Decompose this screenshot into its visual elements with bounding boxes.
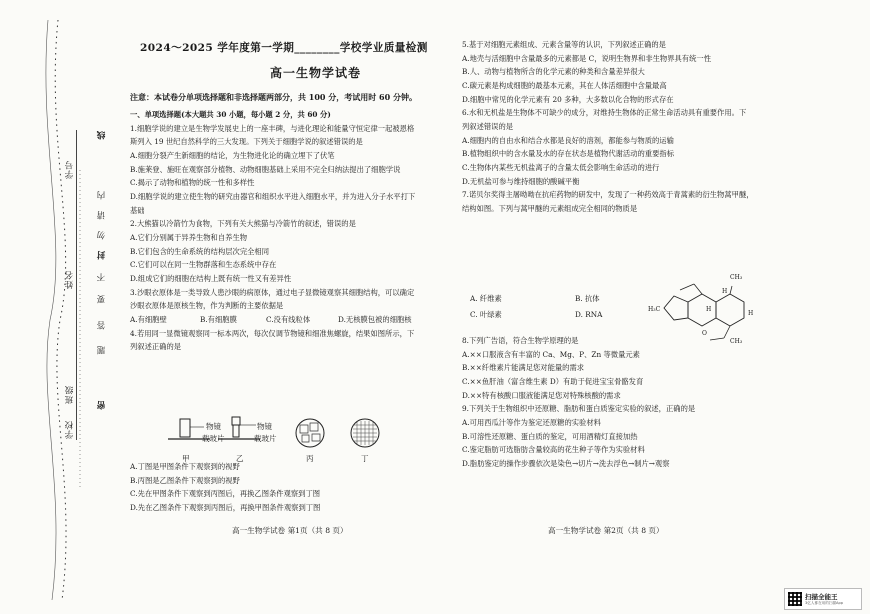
option: C.碳元素是构成细胞的最基本元素，其在人体活细胞中含量最高 (462, 80, 667, 90)
option: 基础 (130, 205, 145, 215)
seal-mark: 内 (97, 190, 107, 200)
option: D.细胞中常见的化学元素有 20 多种，大多数以化合物的形式存在 (462, 94, 674, 104)
objective-label: 物镜 (206, 422, 221, 431)
page1-questions (130, 110, 415, 356)
exam-title: 2024～2025 学年度第一学期________学校学业质量检测 (140, 42, 428, 54)
option: D.脂肪鉴定的操作步骤依次是染色→切片→洗去浮色→制片→观察 (462, 458, 670, 468)
option: D.先在乙图条件下观察到丙图后，再换甲图条件观察到丁图 (130, 502, 321, 512)
question-text: 5.基于对细胞元素组成、元素含量等的认识，下列叙述正确的是 (462, 40, 666, 49)
option: B.施莱登、施旺在观察部分植物、动物细胞基础上采用不完全归纳法提出了细胞学说 (130, 164, 401, 174)
scanner-app-tagline: 3亿人都在用的扫描App (805, 601, 844, 605)
figure-label-c: 丙 (306, 454, 314, 463)
option: D.××特有核酸口服液能满足您对特殊核酸的需求 (462, 390, 621, 400)
o-label: O (702, 330, 707, 337)
page1-footer: 高一生物学试卷 第1页（共 8 页） (232, 526, 348, 535)
option: D. RNA (575, 310, 603, 320)
option: C. 叶绿素 (470, 310, 502, 320)
seal-mark: 要 (97, 294, 107, 304)
student-number-label: 学号 (65, 160, 75, 179)
question-text: 9.下列关于生物组织中还原糖、脂肪和蛋白质鉴定实验的叙述，正确的是 (462, 404, 696, 414)
seal-mark: 不 (97, 272, 107, 282)
scanner-app-name: 扫描全能王 (805, 593, 838, 601)
figure-label-d: 丁 (361, 454, 369, 463)
school-label: 学校 (65, 420, 75, 439)
option: D.细胞学说的建立使生物的研究由器官和组织水平进入细胞水平，并为进入分子水平打下 (130, 191, 416, 201)
option: C.先在甲图条件下观察到丙图后，再换乙图条件观察到丁图 (130, 489, 321, 499)
option: A. 纤维素 (470, 294, 502, 303)
seal-mark: 封 (97, 250, 107, 260)
question-text: 列叙述正确的是 (130, 342, 182, 352)
seal-mark: 答 (97, 320, 107, 330)
seal-mark: 密 (97, 400, 107, 410)
qr-code-icon (788, 592, 802, 606)
scanner-watermark (784, 588, 862, 610)
option: C.××鱼肝油（富含维生素 D）有助于促进宝宝骨骼发育 (462, 376, 644, 386)
name-label: 姓名 (65, 270, 75, 289)
option-row (130, 315, 415, 325)
section-heading: 一、单项选择题(本大题共 30 小题，每小题 2 分，共 60 分) (130, 110, 331, 119)
q7-options (470, 294, 602, 324)
option: C.揭示了动物和植物的统一性和多样性 (130, 178, 255, 188)
option: A.××口服液含有丰富的 Ca、Mg、P、Zn 等微量元素 (462, 349, 640, 359)
slide-label: 载玻片 (254, 434, 277, 443)
page2-footer: 高一生物学试卷 第2页（共 8 页） (548, 526, 664, 535)
objective-label: 物镜 (257, 422, 272, 431)
option: A.地壳与活细胞中含量最多的元素都是 C，说明生物界和非生物界具有统一性 (462, 53, 711, 63)
option: C.它们可以在同一生物群落和生态系统中存在 (130, 260, 277, 270)
option: B.可溶性还原糖、蛋白质的鉴定，可用酒精灯直接加热 (462, 431, 638, 441)
h-label: H (722, 288, 728, 295)
question-text: 斯列入 19 世纪自然科学的三大发现。下列关于细胞学说的叙述错误的是 (130, 137, 363, 147)
question-text: 结构如图。下列与蒿甲醚的元素组成完全相同的物质是 (462, 203, 638, 213)
seal-mark: 线 (97, 130, 107, 140)
question-text: 沙眼衣原体是原核生物，作为判断的主要依据是 (130, 301, 284, 311)
option: D.无核膜包被的细胞核 (338, 314, 412, 324)
exam-subtitle: 高一生物学试卷 (270, 66, 362, 80)
h-label: H (706, 306, 712, 313)
option: A.细胞内的自由水和结合水都是良好的溶剂，都能参与物质的运输 (462, 135, 674, 145)
option: B.××纤维素片能满足您对能量的需求 (462, 363, 585, 373)
option: A.有细胞壁 (130, 314, 167, 324)
figure-label-b: 乙 (236, 454, 244, 463)
figure-label-a: 甲 (182, 454, 190, 463)
question-text: 6.水和无机盐是生物体不可缺少的成分，对维持生物体的正常生命活动具有重要作用。下 (462, 108, 747, 118)
option: B.它们包含的生命系统的结构层次完全相同 (130, 246, 270, 256)
question-text: 列叙述错误的是 (462, 121, 514, 131)
option: C.鉴定脂肪可选脂肪含量较高的花生种子等作为实验材料 (462, 445, 645, 455)
option: B.植物组织中的含水量及水的存在状态是植物代谢活动的重要指标 (462, 149, 674, 159)
page2-questions-bottom (462, 336, 695, 473)
option: C.没有线粒体 (266, 314, 311, 324)
option: D.无机盐可参与维持细胞的酸碱平衡 (462, 176, 580, 186)
h-label: H (748, 310, 754, 317)
option: A.可用西瓜汁等作为鉴定还原糖的实验材料 (462, 417, 601, 427)
class-label: 班级 (65, 385, 75, 404)
option: D.组成它们的细胞在结构上既有统一性又有差异性 (130, 273, 292, 283)
ch3-label: CH₃ (730, 274, 743, 281)
question-text: 3.沙眼衣原体是一类导致人患沙眼的病原体，通过电子显微镜观察其细胞结构，可以确定 (130, 287, 415, 297)
ch3-label: CH₃ (730, 338, 743, 345)
exam-note: 注意：本试卷分单项选择题和非选择题两部分，共 100 分，考试用时 60 分钟。 (130, 92, 417, 102)
slide-label: 载玻片 (202, 434, 225, 443)
question-text: 7.诺贝尔奖得主屠呦呦在抗疟药物的研发中，发现了一种药效高于青蒿素的衍生物蒿甲醚， (462, 190, 754, 200)
seal-mark: 请 (97, 210, 107, 220)
question-text: 4.若用同一显微镜观察同一标本两次，每次仅调节物镜和细准焦螺旋，结果如图所示，下 (130, 328, 415, 338)
seal-mark: 勿 (97, 230, 107, 240)
question-text: 2.大熊猫以冷箭竹为食物，下列有关大熊猫与冷箭竹的叙述，错误的是 (130, 219, 356, 229)
option: B.人、动物与植物所含的化学元素的种类和含量差异很大 (462, 67, 645, 77)
option: B.丙图是乙图条件下观察到的视野 (130, 475, 240, 485)
option: A.丁图是甲图条件下观察到的视野 (130, 462, 240, 471)
question-text: 8.下列广告语，符合生物学原理的是 (462, 336, 579, 345)
option: A.它们分别属于异养生物和自养生物 (130, 232, 248, 242)
q4-options (130, 462, 320, 517)
h3c-label: H₃C (648, 306, 661, 313)
question-text: 1.细胞学说的建立是生物学发展史上的一座丰碑，与进化理论和能量守恒定律一起被恩格 (130, 123, 415, 133)
option: A.细胞分裂产生新细胞的结论，为生物进化论的确立埋下了伏笔 (130, 150, 335, 160)
option: B.有细胞膜 (200, 314, 237, 324)
binding-curve (18, 20, 98, 600)
option: B. 抗体 (575, 294, 600, 303)
option: C.生物体内某些无机盐离子的含量太低会影响生命活动的进行 (462, 162, 660, 172)
seal-mark: 题 (97, 345, 107, 355)
page2-questions-top (462, 40, 754, 218)
